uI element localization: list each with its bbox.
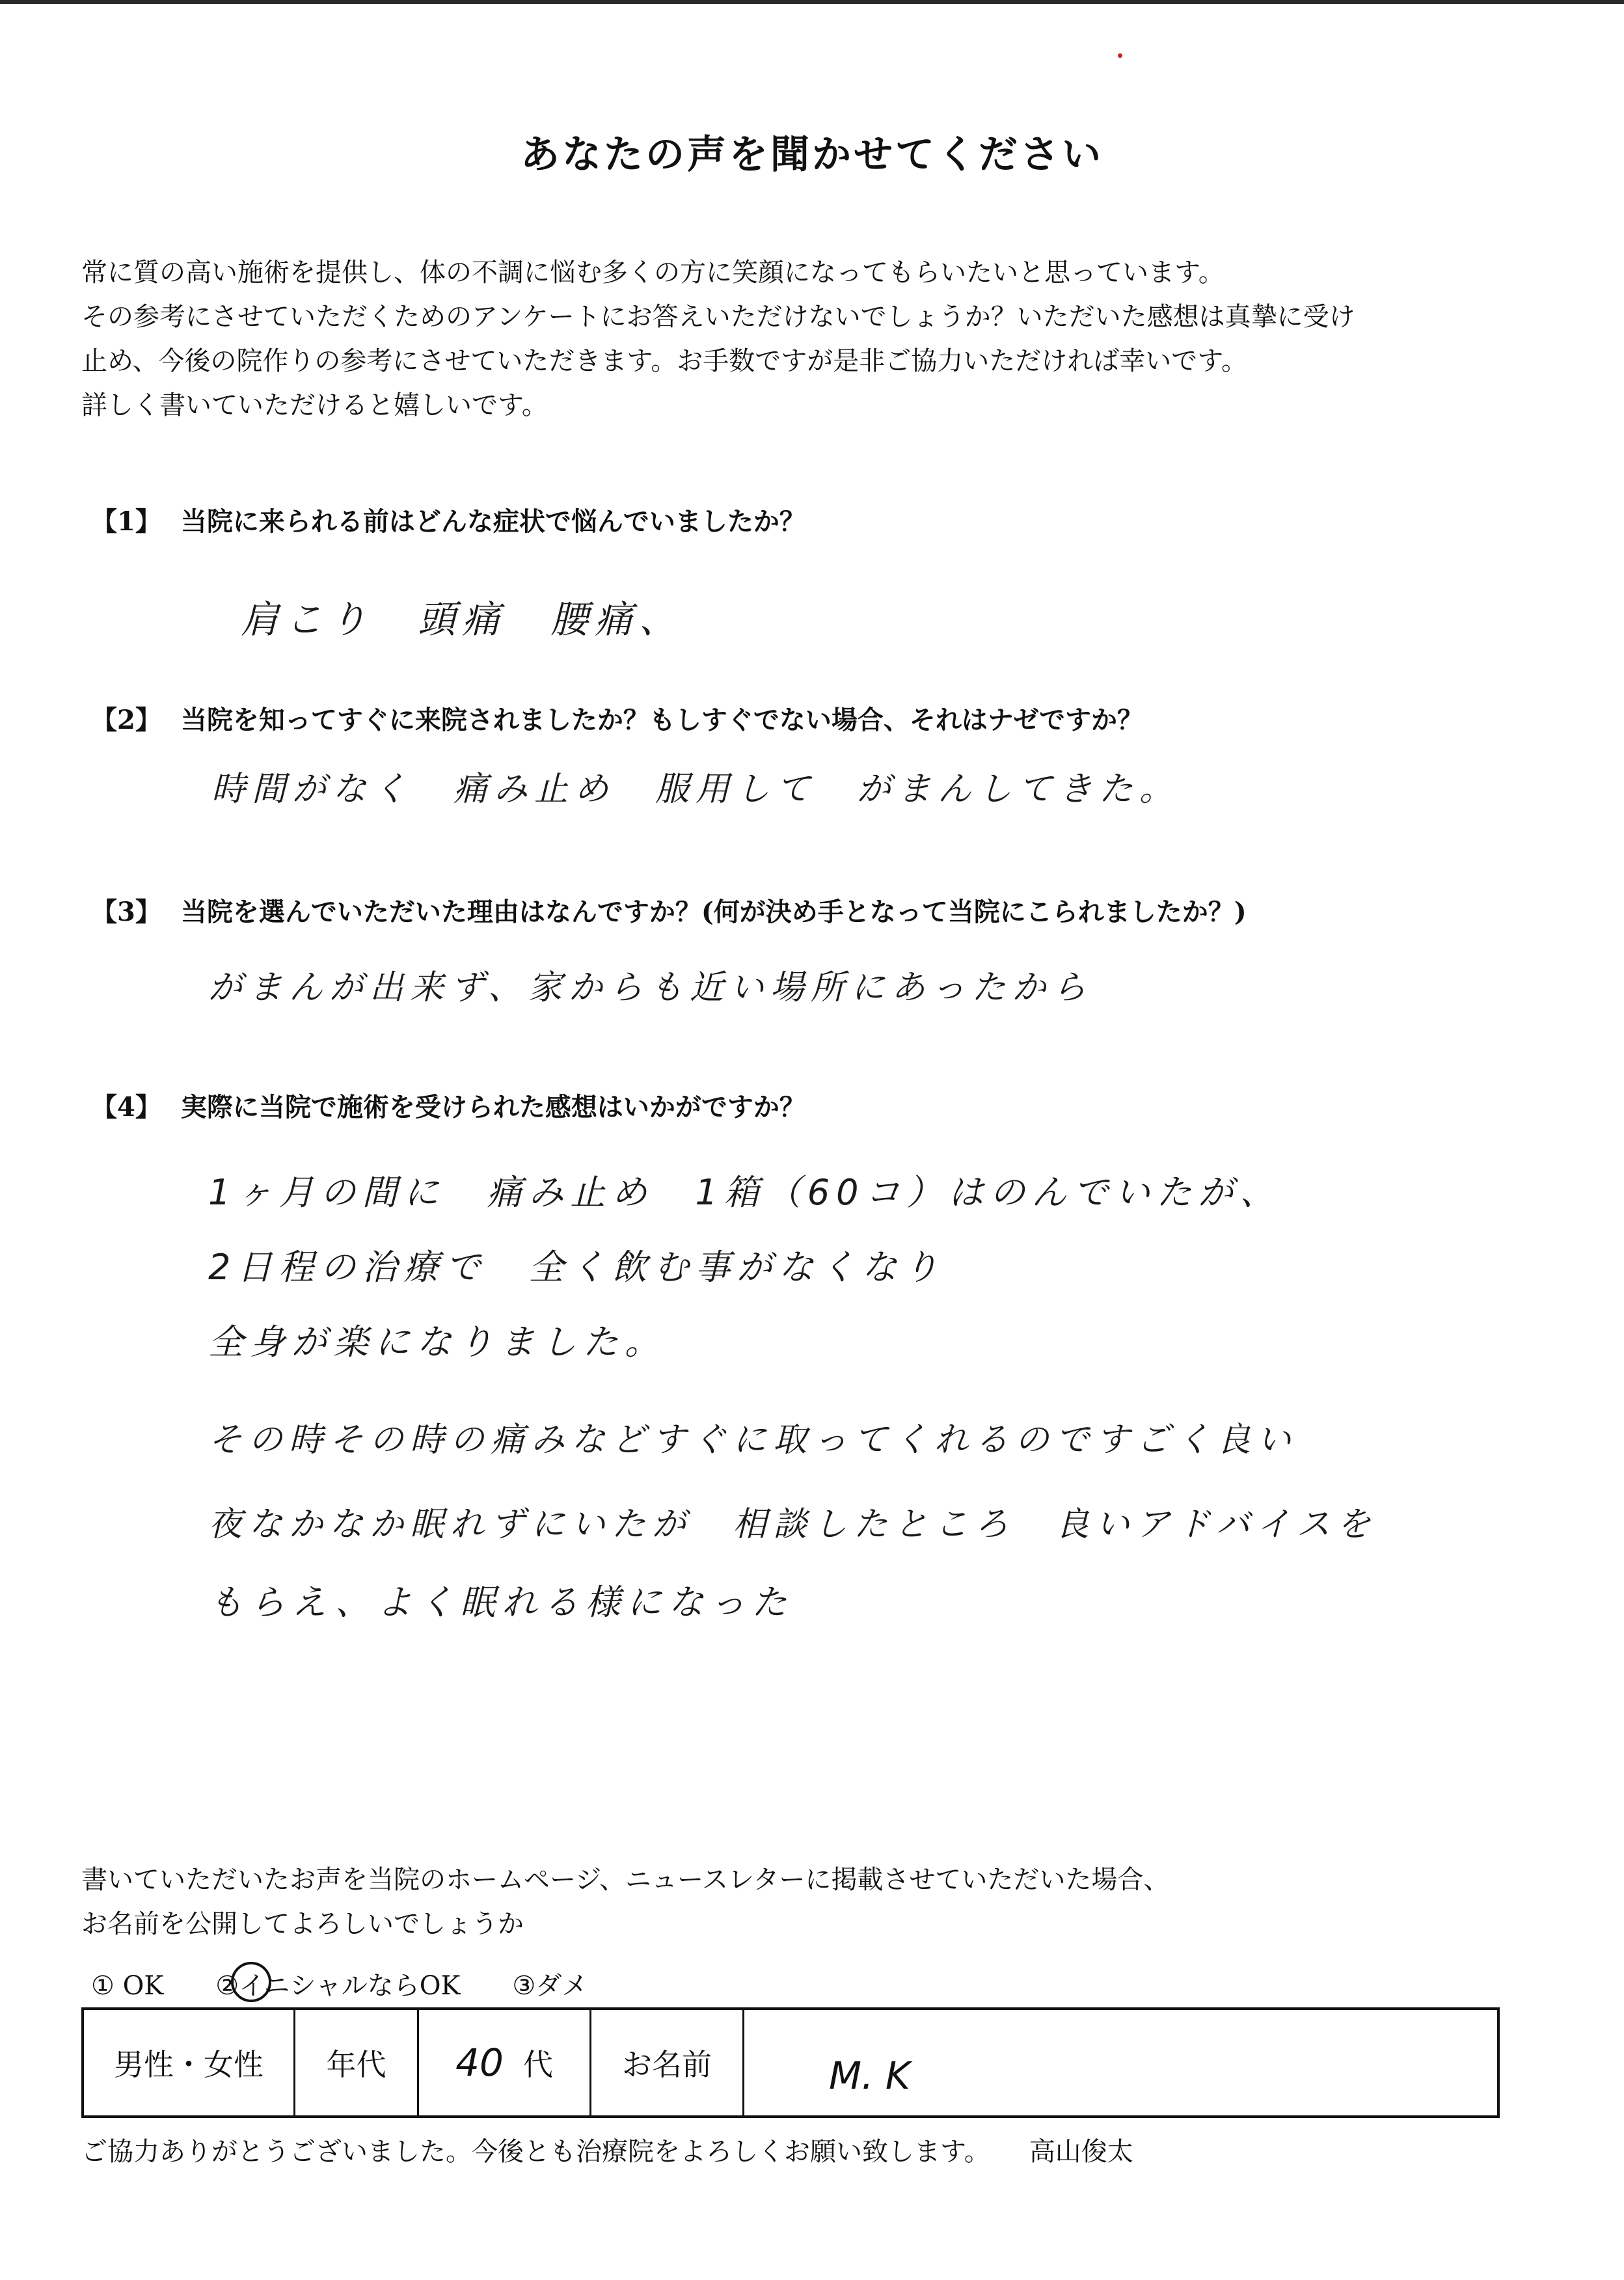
page-title: あなたの声を聞かせてください [521, 132, 1103, 178]
intro-paragraph [81, 251, 1539, 428]
selected-option-circle-icon [231, 1962, 271, 2002]
signature: 高山俊太 [1029, 2137, 1133, 2167]
answer-2: 時間がなく 痛み止め 服用して がまんしてきた。 [211, 770, 1180, 809]
age-value-cell[interactable] [419, 2010, 591, 2115]
name-label-cell: お名前 [591, 2010, 744, 2115]
answer-4-line: 夜なかなか眠れずにいたが 相談したところ 良いアドバイスを [208, 1505, 1377, 1544]
question-2 [91, 699, 1143, 737]
answer-1: 肩こり 頭痛 腰痛、 [241, 597, 684, 642]
intro-line: その参考にさせていただくためのアンケートにお答えいただけないでしょうか？いただいた感想は真摯に受け [81, 302, 1355, 332]
answer-4-line: 2日程の治療で 全く飲む事がなくなり [208, 1247, 945, 1288]
answer-4-line: 全身が楽になりました。 [208, 1322, 666, 1363]
answer-4-line: 1ヶ月の間に 痛み止め 1箱（60コ）はのんでいたが、 [208, 1172, 1282, 1213]
question-text: 当院に来られる前はどんな症状で悩んでいましたか？ [180, 506, 805, 537]
answer-4-line: その時その時の痛みなどすぐに取ってくれるのですごく良い [208, 1420, 1298, 1459]
question-text: 実際に当院で施術を受けられた感想はいかがですか？ [180, 1092, 805, 1122]
question-text: 当院を知ってすぐに来院されましたか？もしすぐでない場合、それはナゼですか？ [180, 705, 1144, 735]
intro-line: 止め、今後の院作りの参考にさせていただきます。お手数ですが是非ご協力いただければ幸いです。 [81, 346, 1247, 376]
answer-4-line: もらえ、よく眠れる様になった [208, 1582, 794, 1623]
gender-cell[interactable]: 男性・女性 [84, 2010, 295, 2115]
publish-options [91, 1965, 640, 2002]
thanks-text: ご協力ありがとうございました。今後とも治療院をよろしくお願い致します。 [81, 2137, 990, 2167]
question-number: 【4】 [91, 1092, 161, 1122]
option-ok[interactable]: ① OK [91, 1971, 164, 2001]
question-text: 当院を選んでいただいた理由はなんですか？(何が決め手となって当院にこられましたか？) [180, 897, 1247, 927]
question-4 [91, 1087, 805, 1124]
scan-top-edge [0, 0, 1624, 4]
red-speck [1118, 53, 1122, 58]
intro-line: 常に質の高い施術を提供し、体の不調に悩む多くの方に笑顔になってもらいたいと思っています。 [81, 258, 1225, 288]
question-number: 【1】 [91, 506, 161, 537]
answer-3: がまんが出来ず、家からも近い場所にあったから [208, 968, 1093, 1007]
name-value-cell[interactable] [744, 2010, 1497, 2115]
age-suffix: 代 [522, 2047, 553, 2082]
intro-line: 詳しく書いていただけると嬉しいです。 [81, 390, 548, 420]
option-no[interactable]: ③ダメ [512, 1971, 588, 2001]
question-number: 【2】 [91, 705, 161, 735]
option-initials-ok[interactable]: ②イニシャルならOK [215, 1971, 461, 2001]
question-1 [91, 501, 805, 538]
age-value: 40 [455, 2041, 504, 2085]
consent-line: 書いていただいたお声を当院のホームページ、ニュースレターに掲載させていただいた場合、 [81, 1865, 1170, 1895]
respondent-info-table [81, 2007, 1500, 2118]
consent-line: お名前を公開してよろしいでしょうか [81, 1909, 524, 1939]
name-value: M. K [829, 2054, 910, 2098]
closing-line [81, 2131, 1133, 2168]
question-number: 【3】 [91, 897, 161, 927]
consent-text [81, 1858, 1169, 1946]
question-3 [91, 891, 1247, 929]
age-label-cell: 年代 [295, 2010, 419, 2115]
